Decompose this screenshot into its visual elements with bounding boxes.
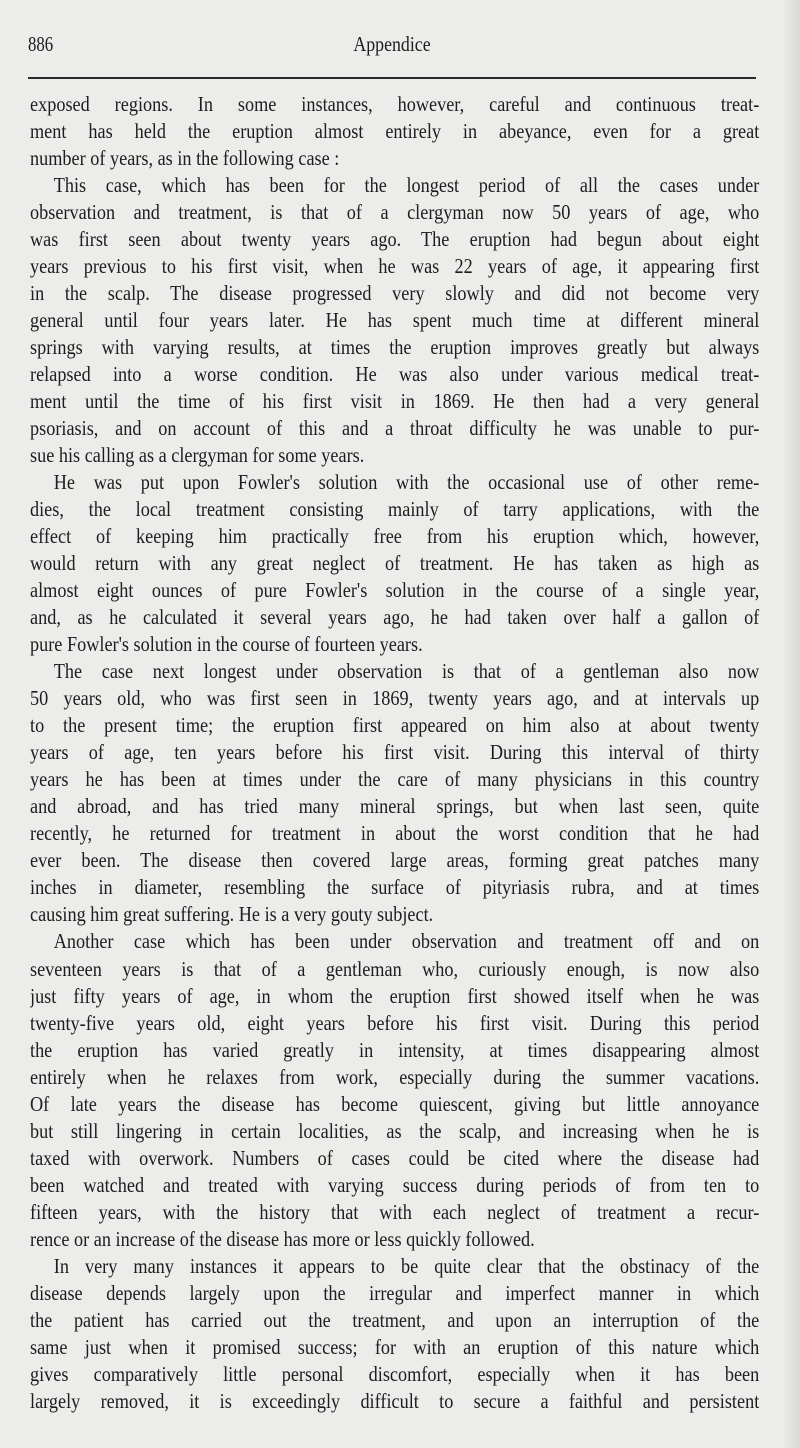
text-line: fifteen years, with the history that with each neglect of treatment a recur- [30, 1199, 760, 1224]
body-text [30, 91, 759, 1415]
text-line: effect of keeping him practically free from his eruption which, however, [30, 524, 760, 549]
text-line: ment until the time of his first visit in 1869. He then had a very general [30, 389, 760, 414]
text-line: observation and treatment, is that of a clergyman now 50 years of age, who [30, 200, 760, 225]
text-line: number of years, as in the following case : [30, 146, 340, 171]
text-line: twenty-five years old, eight years before his first visit. During this period [30, 1010, 760, 1035]
text-line: entirely when he relaxes from work, especially during the summer vacations. [30, 1064, 760, 1089]
text-line: seventeen years is that of a gentleman who, curiously enough, is now also [30, 956, 760, 981]
text-line: relapsed into a worse condition. He was also under various medical treat- [30, 362, 760, 387]
text-line: was first seen about twenty years ago. The eruption had begun about eight [30, 227, 760, 252]
text-line: in the scalp. The disease progressed very slowly and did not become very [30, 281, 760, 306]
text-line: years previous to his first visit, when he was 22 years of age, it appearing first [30, 254, 760, 279]
text-line: gives comparatively little personal discomfort, especially when it has been [30, 1361, 760, 1386]
text-line: In very many instances it appears to be quite clear that the obstinacy of the [53, 1253, 760, 1278]
text-line: and, as he calculated it several years ago, he had taken over half a gallon of [30, 605, 760, 630]
text-line: ment has held the eruption almost entirely in abeyance, even for a great [30, 119, 760, 144]
page-number: 886 [28, 32, 54, 56]
text-line: same just when it promised success; for with an eruption of this nature which [30, 1334, 760, 1359]
text-line: taxed with overwork. Numbers of cases could be cited where the disease had [30, 1145, 760, 1170]
text-line: almost eight ounces of pure Fowler's solution in the course of a single year, [30, 578, 760, 603]
header-rule [28, 77, 756, 79]
text-line: years of age, ten years before his first visit. During this interval of thirty [30, 740, 760, 765]
text-line: exposed regions. In some instances, however, careful and continuous treat- [30, 92, 760, 116]
text-line: Of late years the disease has become quiescent, giving but little annoyance [30, 1091, 760, 1116]
text-line: and abroad, and has tried many mineral springs, but when last seen, quite [30, 794, 760, 819]
paragraph [30, 91, 759, 172]
text-line: been watched and treated with varying success during periods of from ten to [30, 1172, 760, 1197]
paragraph [30, 469, 759, 658]
text-line: 50 years old, who was first seen in 1869, twenty years ago, and at intervals up [30, 686, 760, 711]
text-line: rence or an increase of the disease has more or less quickly followed. [30, 1226, 535, 1251]
paragraph [30, 658, 759, 928]
text-line: the patient has carried out the treatment, and upon an interruption of the [30, 1307, 760, 1332]
text-line: springs with varying results, at times the eruption improves greatly but always [30, 335, 760, 360]
text-line: pure Fowler's solution in the course of fourteen years. [30, 632, 423, 657]
text-line: This case, which has been for the longest period of all the cases under [53, 173, 760, 198]
text-line: general until four years later. He has spent much time at different mineral [30, 308, 760, 333]
paragraph [30, 1253, 759, 1415]
text-line: The case next longest under observation is that of a gentleman also now [53, 659, 760, 684]
page-edge-shadow [782, 0, 800, 1448]
text-line: psoriasis, and on account of this and a throat difficulty he was unable to pur- [30, 416, 760, 441]
text-line: sue his calling as a clergyman for some years. [30, 443, 365, 468]
text-line: the eruption has varied greatly in intensity, at times disappearing almost [30, 1037, 760, 1062]
text-line: inches in diameter, resembling the surface of pityriasis rubra, and at times [30, 875, 760, 900]
running-title: Appendice [353, 32, 431, 56]
text-line: years he has been at times under the care of many physicians in this country [30, 767, 760, 792]
text-line: ever been. The disease then covered large areas, forming great patches many [30, 848, 760, 873]
text-line: largely removed, it is exceedingly difficult to secure a faithful and persistent [30, 1388, 760, 1413]
text-line: He was put upon Fowler's solution with the occasional use of other reme- [53, 470, 760, 495]
text-line: just fifty years of age, in whom the eruption first showed itself when he was [30, 983, 760, 1008]
text-line: would return with any great neglect of treatment. He has taken as high as [30, 551, 760, 576]
text-line: recently, he returned for treatment in about the worst condition that he had [30, 821, 760, 846]
running-header [28, 30, 756, 60]
text-line: Another case which has been under observation and treatment off and on [53, 929, 760, 954]
text-line: disease depends largely upon the irregular and imperfect manner in which [30, 1280, 760, 1305]
paragraph [30, 928, 759, 1252]
text-line: causing him great suffering. He is a very gouty subject. [30, 902, 434, 927]
text-line: dies, the local treatment consisting mainly of tarry applications, with the [30, 497, 760, 522]
paragraph [30, 172, 759, 469]
text-line: but still lingering in certain localities, as the scalp, and increasing when he is [30, 1118, 760, 1143]
text-line: to the present time; the eruption first appeared on him also at about twenty [30, 713, 760, 738]
